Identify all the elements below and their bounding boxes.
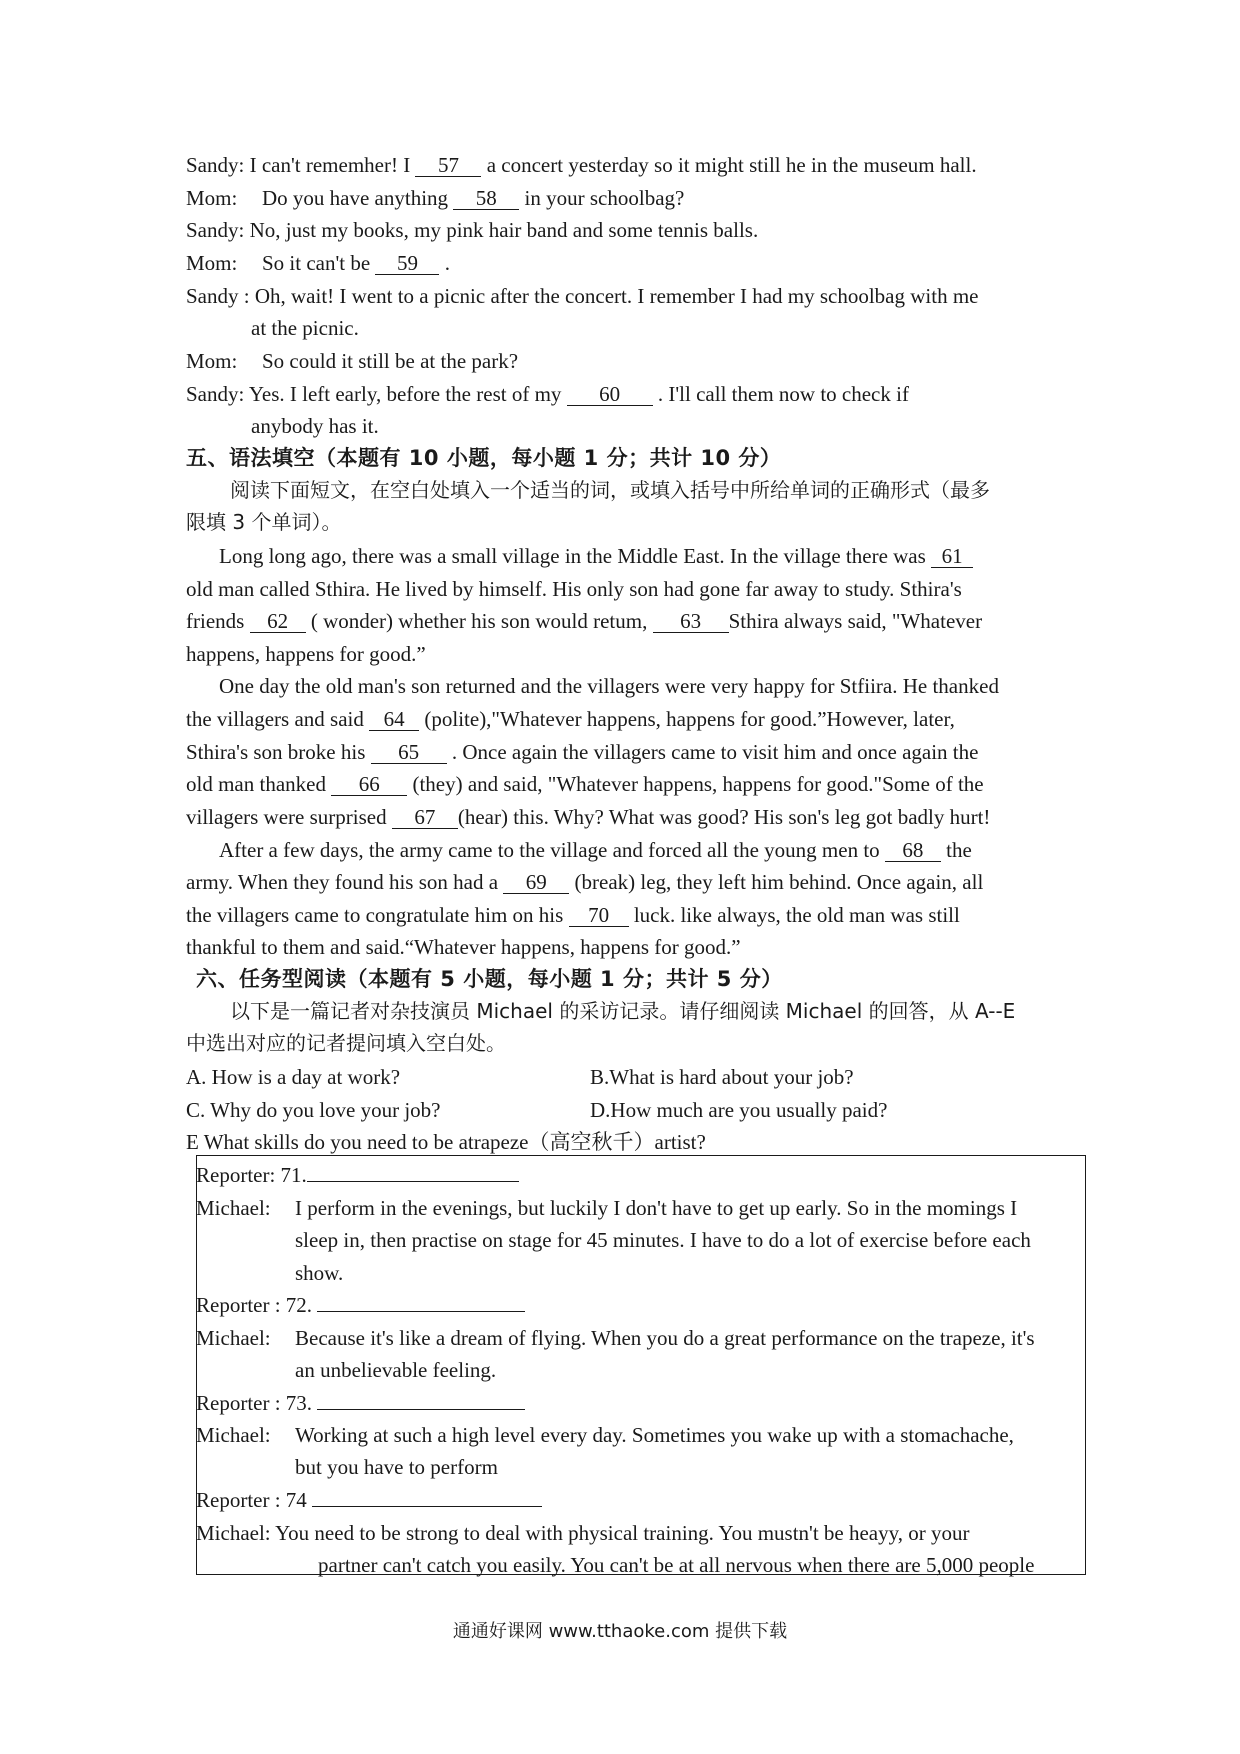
p1-line-4: happens, happens for good.” [186,642,426,666]
p1-line-3: friends 62 ( wonder) whether his son would retum, 63 Sthira always said, "Whatever [186,609,983,633]
dialogue-line-60-cont: anybody has it. [251,414,379,438]
section5-instruction: 阅读下面短文，在空白处填入一个适当的词，或填入括号中所给单词的正确形式（最多 [230,478,990,502]
dialogue-line-60: Sandy: Yes. I left early, before the rest of my 60 . I'll call them now to check if [186,382,909,406]
michael-answer-1-l3: show. [295,1261,344,1285]
p2-line-2: the villagers and said 64 (polite),"Whatever happens, happens for good.”However, later, [186,707,955,731]
blank-58[interactable]: 58 [453,187,519,210]
dialogue-line-picnic-cont: at the picnic. [251,316,359,340]
blank-65[interactable]: 65 [371,741,447,764]
reporter-72: Reporter : 72. [196,1291,525,1319]
blank-57[interactable]: 57 [415,154,481,177]
p2-line-3: Sthira's son broke his 65 . Once again the villagers came to visit him and once again the [186,740,979,764]
p1-line-1: Long long ago, there was a small village in the Middle East. In the village there was 61 [219,542,973,570]
blank-59[interactable]: 59 [375,252,439,275]
p2-line-5: villagers were surprised 67 (hear) this. Why? What was good? His son's leg got badly hurt! [186,805,991,829]
dialogue-line-park: Mom: So could it still be at the park? [186,349,519,373]
p3-line-2: army. When they found his son had a 69 (break) leg, they left him behind. Once again, all [186,870,984,894]
dialogue-line-59: Mom: So it can't be 59 . [186,251,450,275]
michael-answer-2-l2: an unbelievable feeling. [295,1358,497,1382]
p3-line-3: the villagers came to congratulate him on his 70 luck. like always, the old man was still [186,903,960,927]
reporter-73: Reporter : 73. [196,1389,525,1417]
michael-answer-4-l2: partner can't catch you easily. You can't be at all nervous when there are 5,000 people [318,1553,1035,1577]
option-d: D.How much are you usually paid? [590,1098,888,1122]
blank-68[interactable]: 68 [885,839,941,862]
answer-line-72[interactable] [317,1291,525,1312]
p3-line-1: After a few days, the army came to the village and forced all the young men to 68 the [219,838,972,862]
michael-answer-3: Michael: Working at such a high level every day. Sometimes you wake up with a stomachache, [196,1423,1014,1447]
answer-line-74[interactable] [312,1486,542,1507]
reporter-71: Reporter: 71. [196,1161,519,1189]
blank-66[interactable]: 66 [331,773,407,796]
blank-60[interactable]: 60 [567,383,653,406]
dialogue-line-picnic: Sandy : Oh, wait! I went to a picnic after the concert. I remember I had my schoolbag with me [186,284,979,308]
section6-heading: 六、任务型阅读（本题有 5 小题，每小题 1 分；共计 5 分） [196,967,783,991]
michael-answer-1: Michael: I perform in the evenings, but luckily I don't have to get up early. So in the momings I [196,1196,1018,1220]
michael-answer-4: Michael: You need to be strong to deal with physical training. You mustn't be heayy, or your [196,1521,970,1545]
option-a: A. How is a day at work? [186,1065,401,1089]
answer-line-71[interactable] [307,1161,519,1182]
blank-69[interactable]: 69 [503,871,569,894]
option-c: C. Why do you love your job? [186,1098,441,1122]
p2-line-1: One day the old man's son returned and the villagers were very happy for Stfiira. He thanked [219,674,999,698]
p1-line-2: old man called Sthira. He lived by himself. His only son had gone far away to study. Sthira's [186,577,962,601]
section5-instruction-cont: 限填 3 个单词）。 [186,510,342,534]
section5-heading: 五、语法填空（本题有 10 小题，每小题 1 分；共计 10 分） [186,446,782,470]
p2-line-4: old man thanked 66 (they) and said, "Whatever happens, happens for good."Some of the [186,772,984,796]
michael-answer-1-l2: sleep in, then practise on stage for 45 minutes. I have to do a lot of exercise before each [295,1228,1031,1252]
michael-answer-3-l2: but you have to perform [295,1455,498,1479]
option-e: E What skills do you need to be atrapeze（高空秋千）artist? [186,1130,706,1154]
blank-63[interactable]: 63 [653,610,729,633]
dialogue-line-books: Sandy: No, just my books, my pink hair band and some tennis balls. [186,218,759,242]
blank-67[interactable]: 67 [392,806,458,829]
michael-answer-2: Michael: Because it's like a dream of flying. When you do a great performance on the trapeze, it's [196,1326,1035,1350]
dialogue-line-58: Mom: Do you have anything 58 in your schoolbag? [186,186,685,210]
p3-line-4: thankful to them and said.“Whatever happens, happens for good.” [186,935,741,959]
blank-62[interactable]: 62 [250,610,306,633]
footer-source: 通通好课网 www.tthaoke.com 提供下载 [452,1621,788,1642]
dialogue-line-57: Sandy: I can't rememher! I 57 a concert yesterday so it might still he in the museum hall. [186,153,977,177]
option-b: B.What is hard about your job? [590,1065,854,1089]
answer-line-73[interactable] [317,1389,525,1410]
section6-instruction-cont: 中选出对应的记者提问填入空白处。 [186,1031,506,1055]
blank-61[interactable]: 61 [931,545,973,568]
blank-70[interactable]: 70 [569,904,629,927]
reporter-74: Reporter : 74 [196,1486,542,1514]
section6-instruction: 以下是一篇记者对杂技演员 Michael 的采访记录。请仔细阅读 Michael 的回答，从 A--E [230,999,1016,1023]
blank-64[interactable]: 64 [369,708,419,731]
